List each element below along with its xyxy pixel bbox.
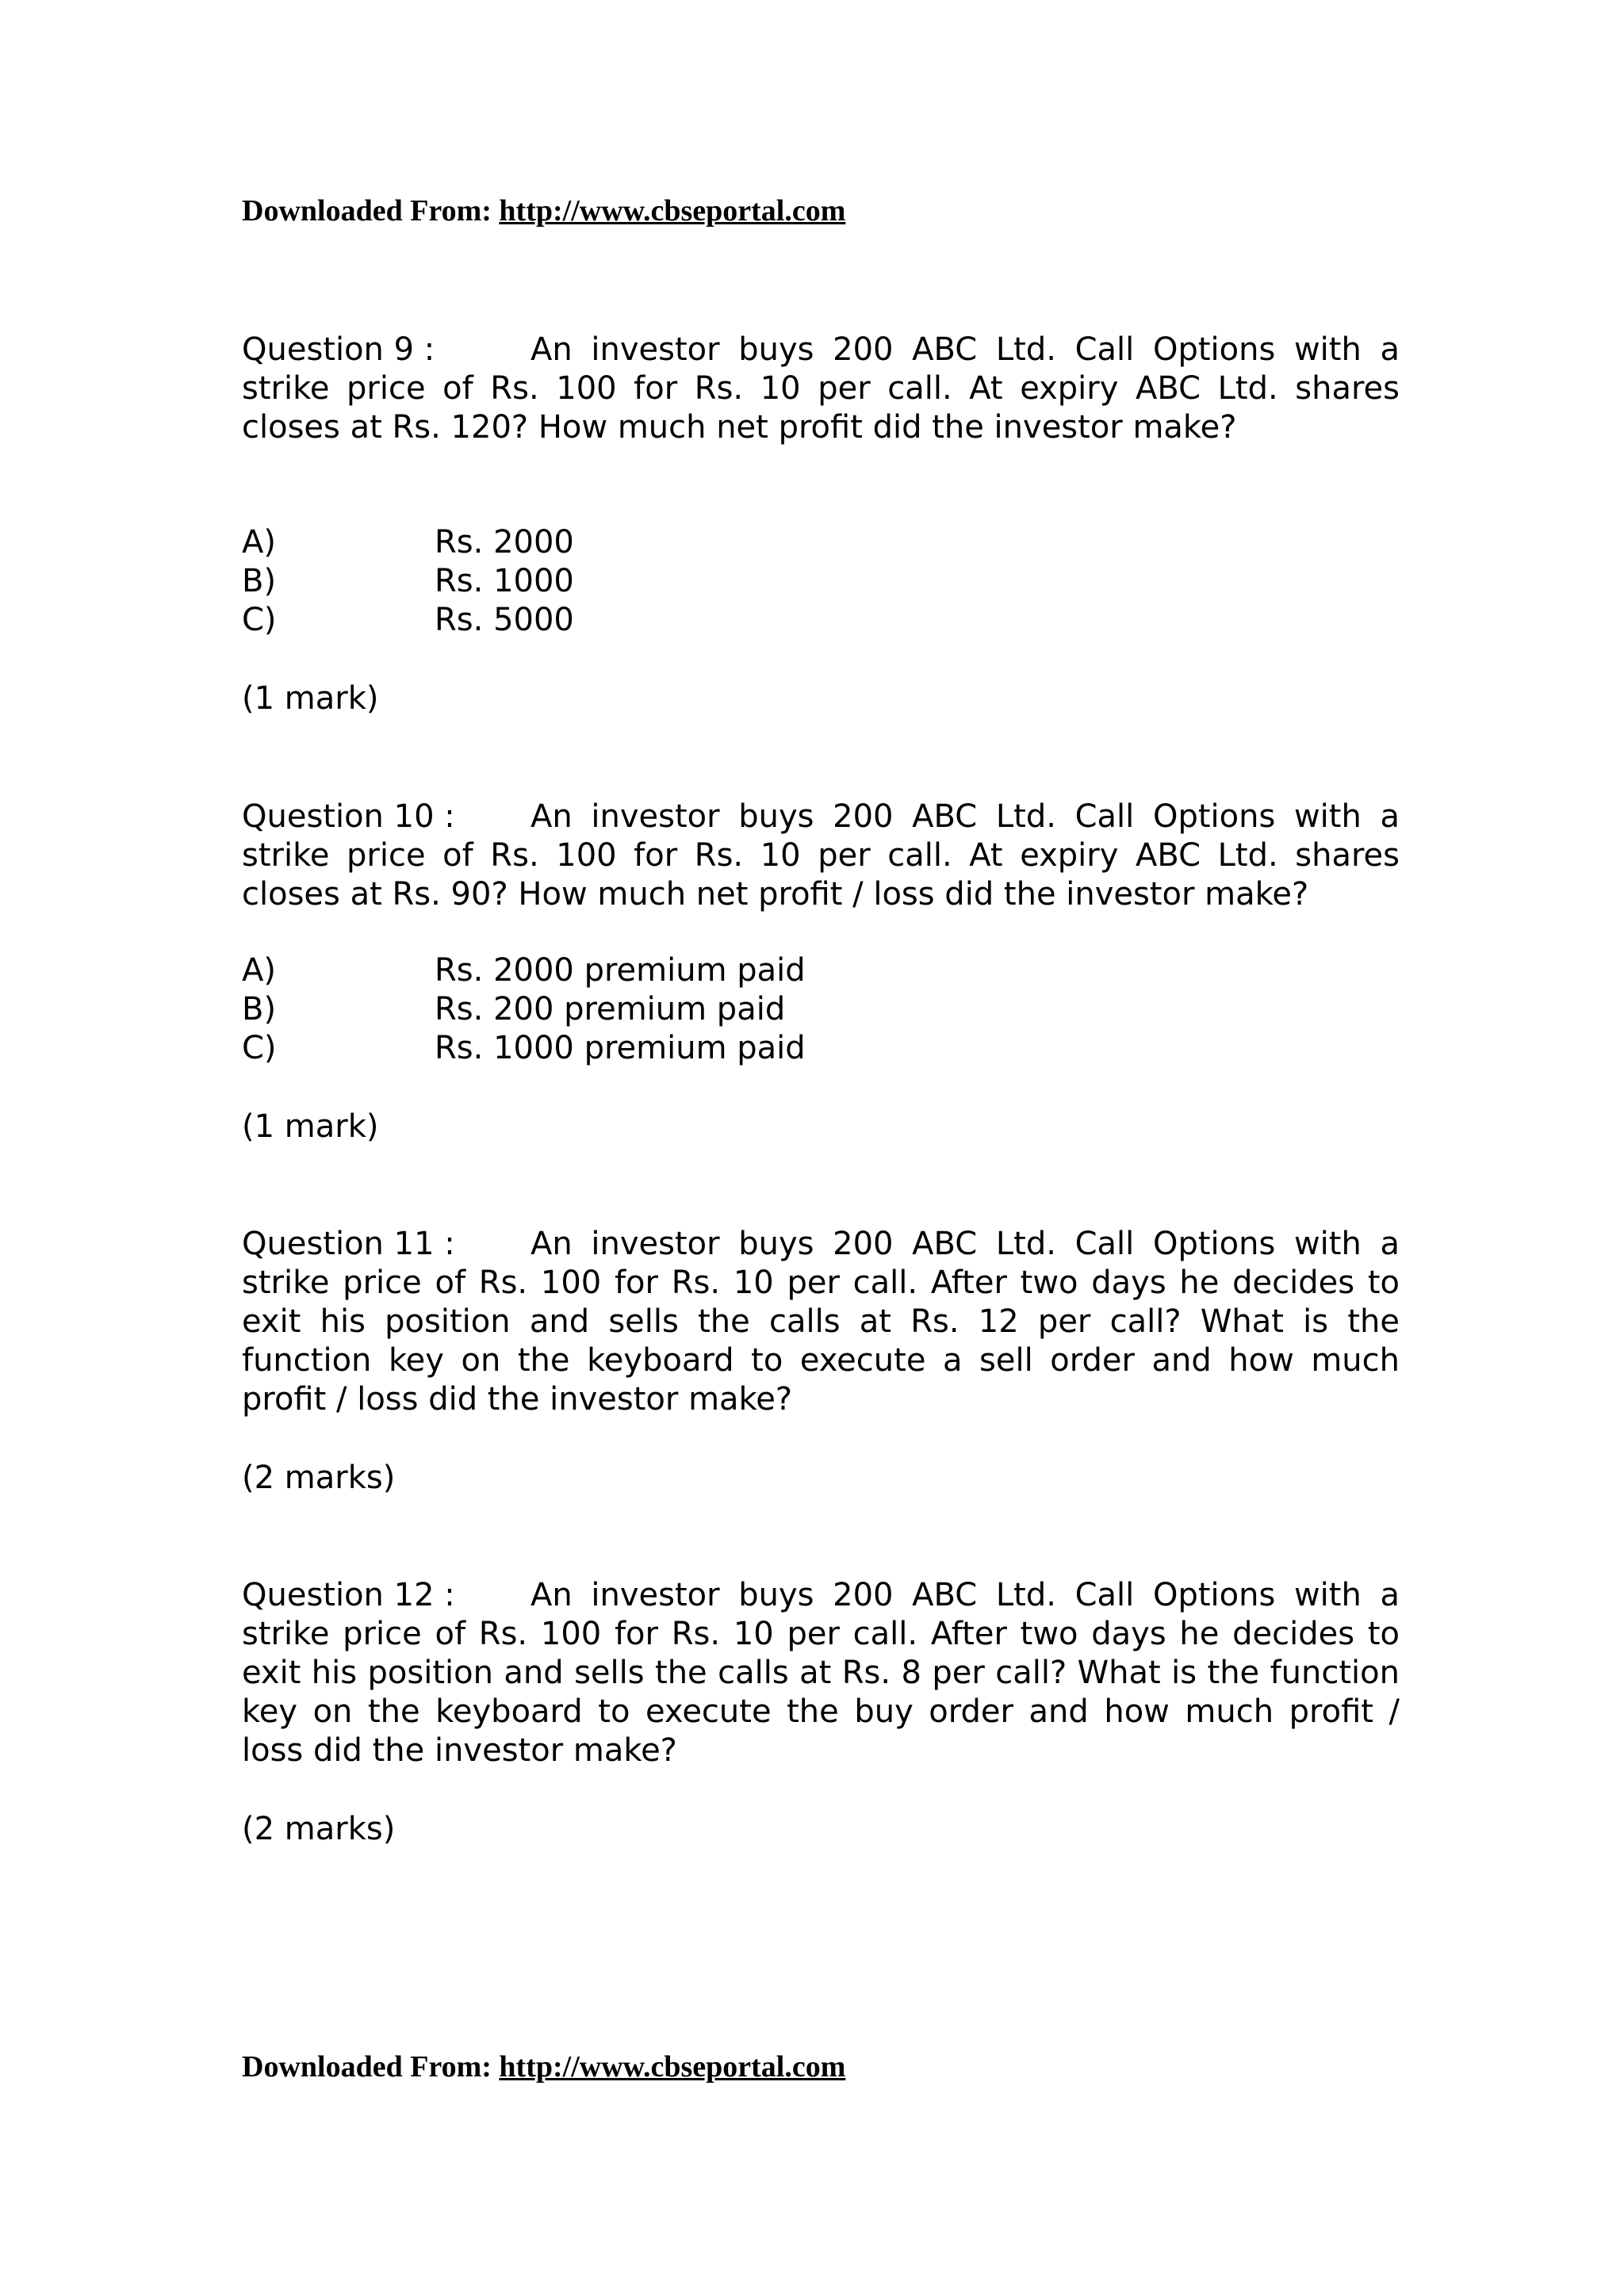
footer-label: Downloaded From: bbox=[242, 2050, 492, 2084]
option-c bbox=[242, 601, 1400, 640]
option-text: Rs. 1000 premium paid bbox=[435, 1030, 806, 1066]
options-list bbox=[242, 523, 1400, 640]
question-body: An investor buys 200 ABC Ltd. Call Options with a strike price of Rs. 100 for Rs. 10 per call. At expiry ABC Ltd. shares closes at Rs. 90? How much net profit / loss did the investor make? bbox=[242, 798, 1400, 913]
option-letter: B) bbox=[242, 991, 277, 1027]
question-9 bbox=[242, 331, 1400, 718]
option-b bbox=[242, 990, 1400, 1029]
question-body: An investor buys 200 ABC Ltd. Call Options with a strike price of Rs. 100 for Rs. 10 per call. At expiry ABC Ltd. shares closes at Rs. 120? How much net profit did the investor make? bbox=[242, 331, 1400, 446]
question-12 bbox=[242, 1576, 1400, 1849]
question-number: Question 10 : bbox=[242, 798, 455, 835]
question-11 bbox=[242, 1225, 1400, 1498]
question-text bbox=[242, 1225, 1400, 1419]
question-number: Question 11 : bbox=[242, 1226, 455, 1262]
header-link[interactable]: http://www.cbseportal.com bbox=[499, 194, 846, 228]
header-label: Downloaded From: bbox=[242, 194, 492, 228]
option-letter: A) bbox=[242, 952, 276, 989]
option-letter: C) bbox=[242, 1030, 277, 1066]
option-letter: A) bbox=[242, 524, 276, 561]
options-list bbox=[242, 951, 1400, 1068]
question-body: An investor buys 200 ABC Ltd. Call Options with a strike price of Rs. 100 for Rs. 10 per call. After two days he decides to exit his position and sells the calls at Rs. 8 per call? What is the function key on the keyboard to execute the buy order and how much profit / loss did the investor make? bbox=[242, 1577, 1400, 1769]
question-marks: (2 marks) bbox=[242, 1811, 396, 1847]
option-text: Rs. 200 premium paid bbox=[435, 991, 786, 1027]
option-letter: B) bbox=[242, 563, 277, 599]
question-text bbox=[242, 1576, 1400, 1770]
page-footer bbox=[242, 2049, 845, 2084]
question-body: An investor buys 200 ABC Ltd. Call Options with a strike price of Rs. 100 for Rs. 10 per call. After two days he decides to exit his position and sells the calls at Rs. 12 per call? What is the function key on the keyboard to execute a sell order and how much profit / loss did the investor make? bbox=[242, 1226, 1400, 1418]
option-letter: C) bbox=[242, 602, 277, 638]
option-text: Rs. 5000 bbox=[435, 602, 574, 638]
option-text: Rs. 2000 bbox=[435, 524, 574, 561]
page-header bbox=[242, 193, 845, 228]
option-c bbox=[242, 1029, 1400, 1068]
question-marks: (1 mark) bbox=[242, 1108, 379, 1145]
question-text bbox=[242, 331, 1400, 447]
footer-link[interactable]: http://www.cbseportal.com bbox=[499, 2050, 846, 2084]
question-number: Question 12 : bbox=[242, 1577, 455, 1613]
option-b bbox=[242, 562, 1400, 601]
question-text bbox=[242, 798, 1400, 914]
question-number: Question 9 : bbox=[242, 331, 435, 368]
question-marks: (1 mark) bbox=[242, 680, 379, 717]
option-text: Rs. 2000 premium paid bbox=[435, 952, 806, 989]
option-text: Rs. 1000 bbox=[435, 563, 574, 599]
question-marks: (2 marks) bbox=[242, 1460, 396, 1496]
question-10 bbox=[242, 798, 1400, 1146]
option-a bbox=[242, 951, 1400, 990]
option-a bbox=[242, 523, 1400, 562]
